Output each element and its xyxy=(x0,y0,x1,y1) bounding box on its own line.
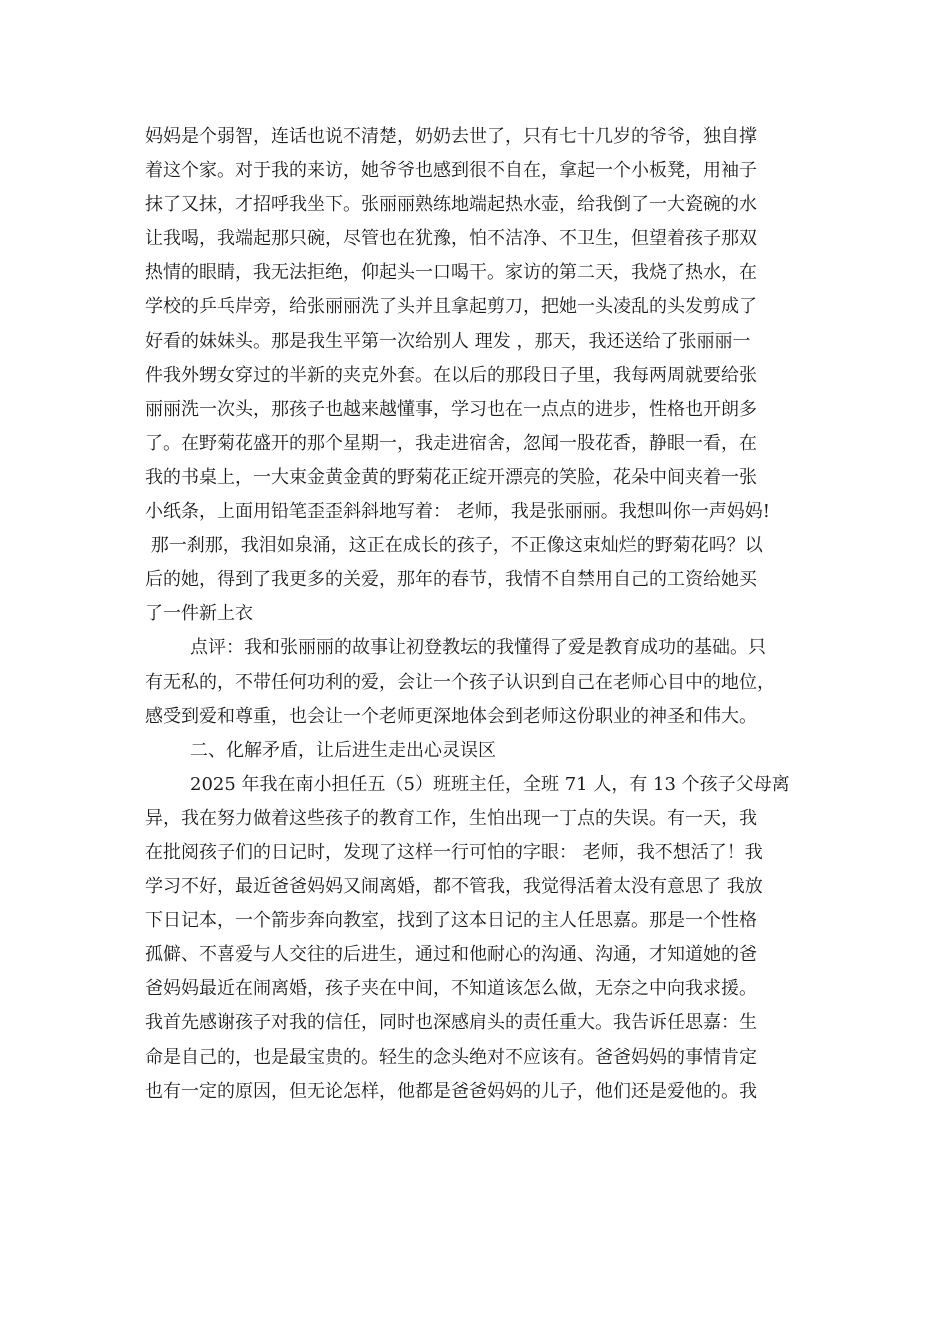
text-line: 了一件新上衣 xyxy=(145,603,253,625)
text-line: 孤僻、不喜爱与人交往的后进生，通过和他耐心的沟通、沟通，才知道她的爸 xyxy=(145,944,757,966)
text-line: 在批阅孩子们的日记时，发现了这样一行可怕的字眼： 老师，我不想活了！我 xyxy=(145,841,763,863)
text-line: 命是自己的，也是最宝贵的。轻生的念头绝对不应该有。爸爸妈妈的事情肯定 xyxy=(145,1046,757,1068)
paragraph-first-line: 2025 年我在南小担任五（5）班班主任，全班 71 人，有 13 个孩子父母离 xyxy=(190,773,790,795)
text-line: 爸妈妈最近在闹离婚，孩子夹在中间，不知道该怎么做，无奈之中向我求援。 xyxy=(145,978,757,1000)
text-line: 学习不好，最近爸爸妈妈又闹离婚，都不管我，我觉得活着太没有意思了 我放 xyxy=(145,876,763,898)
text-line: 抹了又抹，才招呼我坐下。张丽丽熟练地端起热水壶，给我倒了一大瓷碗的水 xyxy=(145,194,757,216)
text-line: 件我外甥女穿过的半新的夹克外套。在以后的那段日子里，我每两周就要给张 xyxy=(145,364,757,386)
text-line: 感受到爱和尊重，也会让一个老师更深地体会到老师这份职业的神圣和伟大。 xyxy=(145,705,757,727)
text-line: 好看的妹妹头。那是我生平第一次给别人 理发 ，那天，我还送给了张丽丽一 xyxy=(145,330,751,352)
paragraph-first-line: 点评：我和张丽丽的故事让初登教坛的我懂得了爱是教育成功的基础。只 xyxy=(190,637,766,659)
text-line: 学校的乒乓岸旁，给张丽丽洗了头并且拿起剪刀，把她一头凌乱的头发剪成了 xyxy=(145,296,757,318)
text-line: 我首先感谢孩子对我的信任，同时也深感肩头的责任重大。我告诉任思嘉：生 xyxy=(145,1012,757,1034)
paragraph-first-line: 二、化解矛盾，让后进生走出心灵误区 xyxy=(190,739,496,761)
text-line: 了。在野菊花盛开的那个星期一，我走进宿舍，忽闻一股花香，静眼一看，在 xyxy=(145,432,757,454)
text-line: 后的她，得到了我更多的关爱，那年的春节，我情不自禁用自己的工资给她买 xyxy=(145,569,757,591)
text-line: 有无私的，不带任何功利的爱，会让一个孩子认识到自己在老师心目中的地位， xyxy=(145,671,775,693)
text-line: 下日记本，一个箭步奔向教室，找到了这本日记的主人任思嘉。那是一个性格 xyxy=(145,910,757,932)
text-line: 热情的眼睛，我无法拒绝，仰起头一口喝干。家访的第二天，我烧了热水，在 xyxy=(145,262,757,284)
text-line: 妈妈是个弱智，连话也说不清楚，奶奶去世了，只有七十几岁的爷爷，独自撑 xyxy=(145,126,757,147)
text-line: 让我喝，我端起那只碗，尽管也在犹豫，怕不洁净、不卫生，但望着孩子那双 xyxy=(145,228,757,250)
text-line: 异，我在努力做着这些孩子的教育工作，生怕出现一丁点的失误。有一天，我 xyxy=(145,807,757,829)
text-line: 那一刹那，我泪如泉涌，这正在成长的孩子，不正像这束灿烂的野菊花吗？以 xyxy=(145,535,763,557)
text-line: 也有一定的原因，但无论怎样，他都是爸爸妈妈的儿子，他们还是爱他的。我 xyxy=(145,1080,757,1102)
text-line: 着这个家。对于我的来访，她爷爷也感到很不自在，拿起一个小板凳，用袖子 xyxy=(145,160,757,182)
body-text xyxy=(145,120,810,1109)
text-line: 丽丽洗一次头，那孩子也越来越懂事，学习也在一点点的进步，性格也开朗多 xyxy=(145,398,757,420)
text-line: 小纸条，上面用铅笔歪歪斜斜地写着： 老师，我是张丽丽。我想叫你一声妈妈! xyxy=(145,501,770,523)
text-line: 我的书桌上，一大束金黄金黄的野菊花正绽开漂亮的笑脸，花朵中间夹着一张 xyxy=(145,466,757,488)
